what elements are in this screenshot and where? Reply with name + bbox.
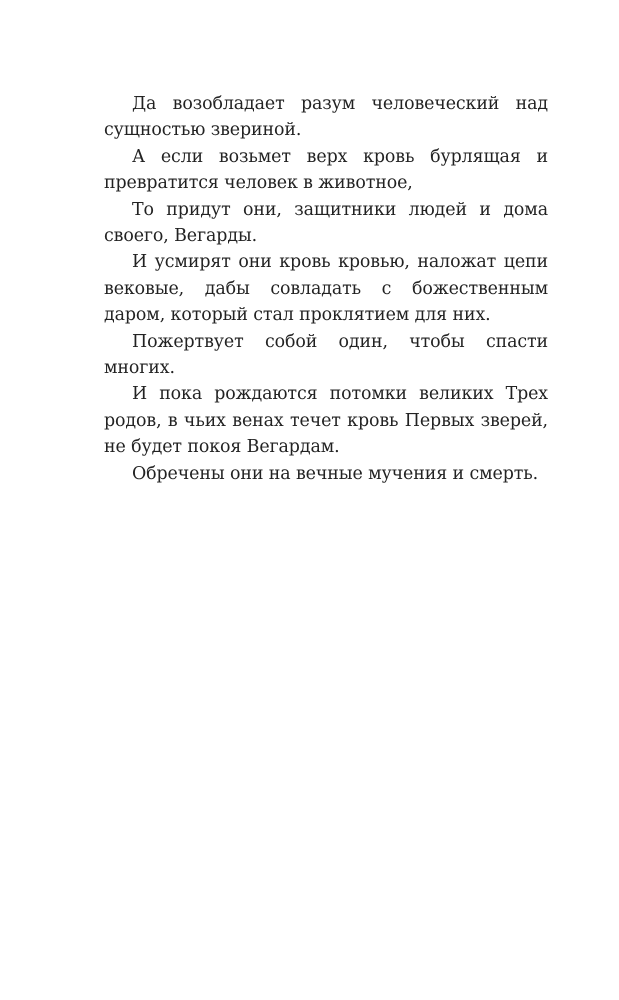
page-text (104, 91, 548, 487)
paragraph-6: И пока рождаются потомки великих Трех родов, в чьих венах течет кровь Первых зверей, не будет покоя Вегардам. (104, 384, 548, 458)
paragraph-2: А если возьмет верх кровь бурлящая и превратится человек в животное, (104, 146, 548, 194)
paragraph-3: То придут они, защитники людей и дома своего, Вегарды. (104, 199, 548, 247)
paragraph-4: И усмирят они кровь кровью, наложат цепи вековые, дабы совладать с божественным даром, который стал проклятием для них. (104, 252, 548, 326)
paragraph-7: Обречены они на вечные мучения и смерть. (132, 463, 539, 484)
paragraph-5: Пожертвует собой один, чтобы спасти многих. (104, 331, 548, 379)
paragraph-1: Да возобладает разум человеческий над сущностью звериной. (104, 94, 548, 141)
